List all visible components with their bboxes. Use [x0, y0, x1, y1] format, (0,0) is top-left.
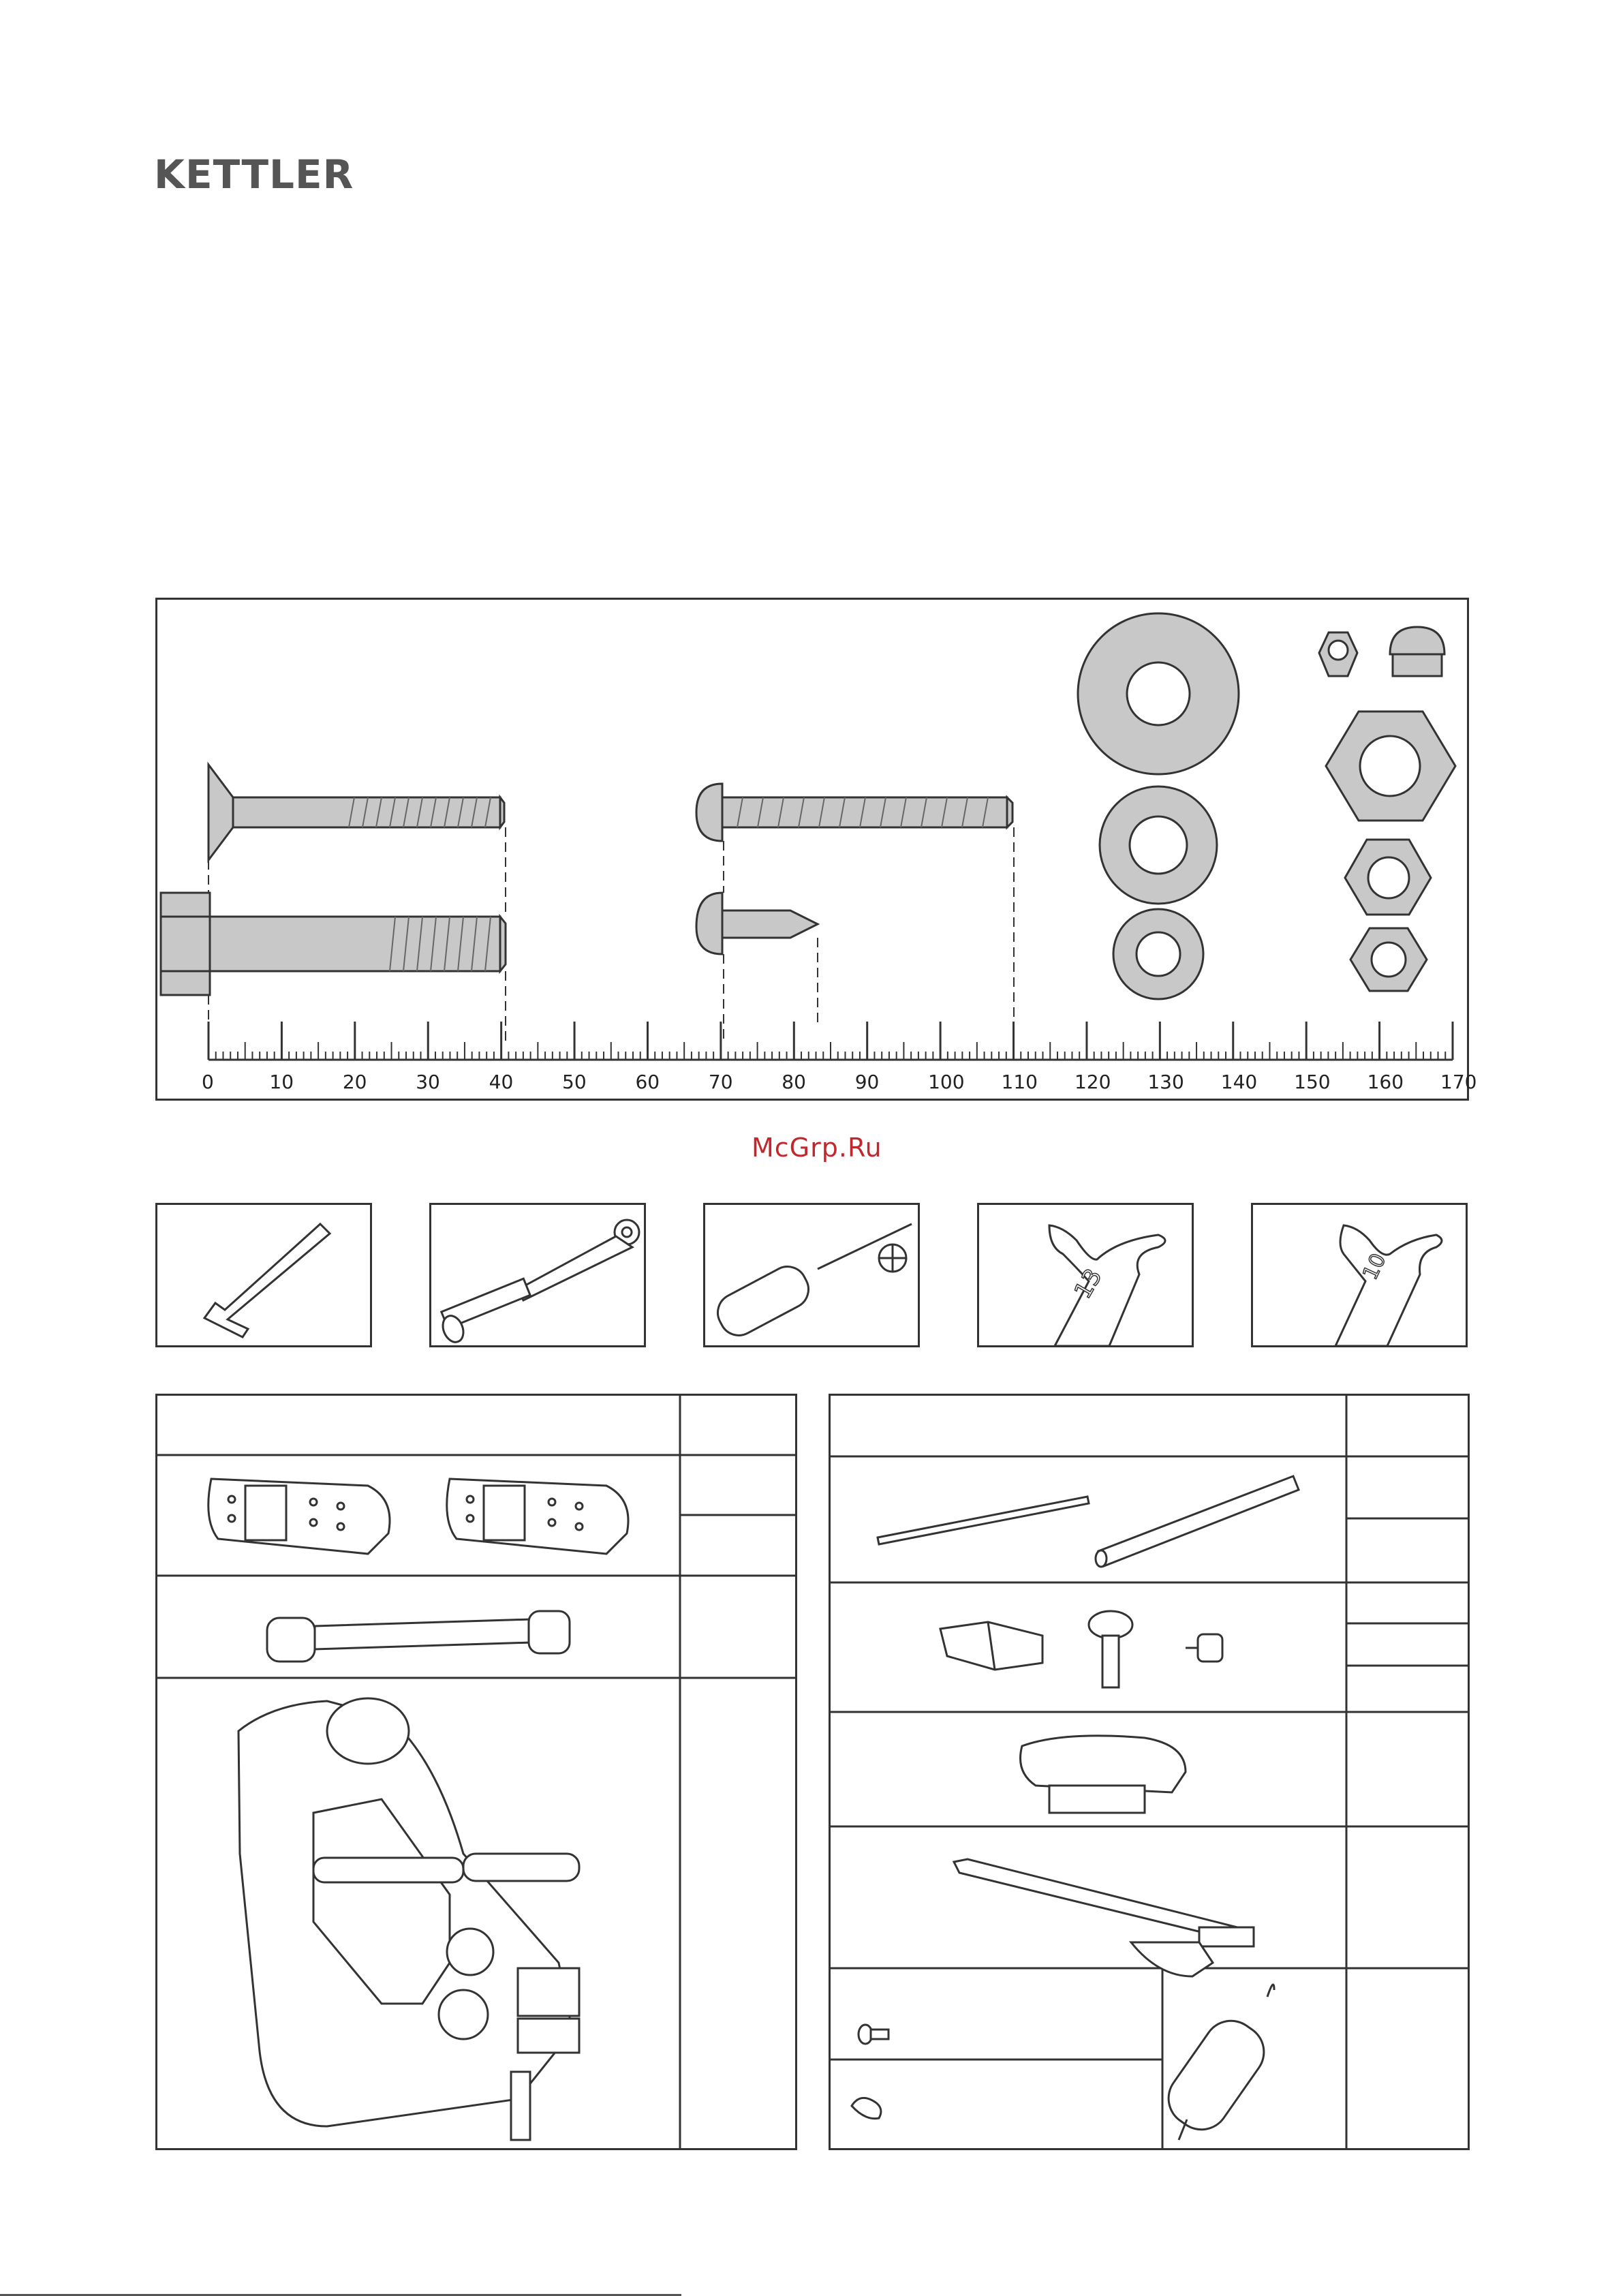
pedal-right-icon — [447, 1479, 628, 1554]
self-tapping-screw-icon — [696, 893, 818, 954]
hex-nut-medium-icon — [1345, 840, 1431, 915]
ruler-tick-label: 60 — [635, 1071, 660, 1093]
washer-large-icon — [1078, 613, 1239, 774]
cap-nut-icon — [1390, 627, 1444, 676]
battery-pack-icon — [1158, 1985, 1274, 2140]
rail-icon — [954, 1859, 1254, 1976]
ruler-tick-label: 110 — [1001, 1071, 1038, 1093]
ruler-tick-label: 90 — [854, 1071, 880, 1093]
axle-rod-left-icon — [878, 1497, 1089, 1544]
allen-key-icon — [204, 1224, 330, 1337]
ruler-tick-label: 50 — [562, 1071, 587, 1093]
ruler-tick-label: 100 — [928, 1071, 965, 1093]
tension-knob-icon — [1186, 1634, 1222, 1662]
washer-medium-icon — [1100, 786, 1217, 904]
washer-small-icon — [1113, 909, 1203, 999]
svg-text:13: 13 — [1069, 1264, 1108, 1304]
kettler-logo: KETTLER — [154, 151, 354, 198]
ruler-tick-label: 70 — [708, 1071, 733, 1093]
ruler-tick-labels — [202, 1071, 1477, 1093]
ruler-tick-label: 120 — [1074, 1071, 1111, 1093]
knob-bolt-icon — [1089, 1611, 1132, 1687]
bracket-icon — [940, 1622, 1042, 1670]
hex-nut-small-icon — [1350, 928, 1427, 991]
ruler-tick-label: 20 — [342, 1071, 367, 1093]
handlebar-icon — [267, 1611, 570, 1662]
ruler — [208, 1022, 1453, 1060]
axle-rod-right-icon — [1096, 1476, 1299, 1567]
ruler-tick-label: 0 — [202, 1071, 214, 1093]
ruler-tick-label: 130 — [1147, 1071, 1184, 1093]
seat-icon — [1021, 1736, 1186, 1813]
ruler-tick-label: 150 — [1294, 1071, 1331, 1093]
ruler-tick-label: 40 — [489, 1071, 514, 1093]
ruler-tick-label: 170 — [1440, 1071, 1477, 1093]
main-frame-icon — [238, 1698, 579, 2140]
ruler-tick-label: 80 — [782, 1071, 806, 1093]
cable-tie-icon — [852, 2098, 881, 2118]
watermark: McGrp.Ru — [752, 1133, 882, 1163]
ruler-tick-label: 140 — [1220, 1071, 1258, 1093]
small-screw-icon — [859, 2025, 888, 2044]
ratchet-wrench-icon — [439, 1220, 639, 1345]
hex-bolt-icon — [161, 893, 506, 995]
hex-nut-large-icon — [1326, 711, 1455, 821]
wrench-10-icon — [1335, 1225, 1442, 1346]
countersunk-bolt-icon — [208, 765, 504, 860]
wrench-13-icon — [1049, 1225, 1165, 1346]
ruler-tick-label: 160 — [1367, 1071, 1404, 1093]
pedal-left-icon — [208, 1479, 390, 1554]
ruler-tick-label: 30 — [416, 1071, 440, 1093]
phillips-screwdriver-icon — [711, 1224, 912, 1342]
svg-text:10: 10 — [1358, 1249, 1391, 1284]
lock-nut-icon — [1319, 632, 1357, 676]
ruler-tick-label: 10 — [269, 1071, 294, 1093]
